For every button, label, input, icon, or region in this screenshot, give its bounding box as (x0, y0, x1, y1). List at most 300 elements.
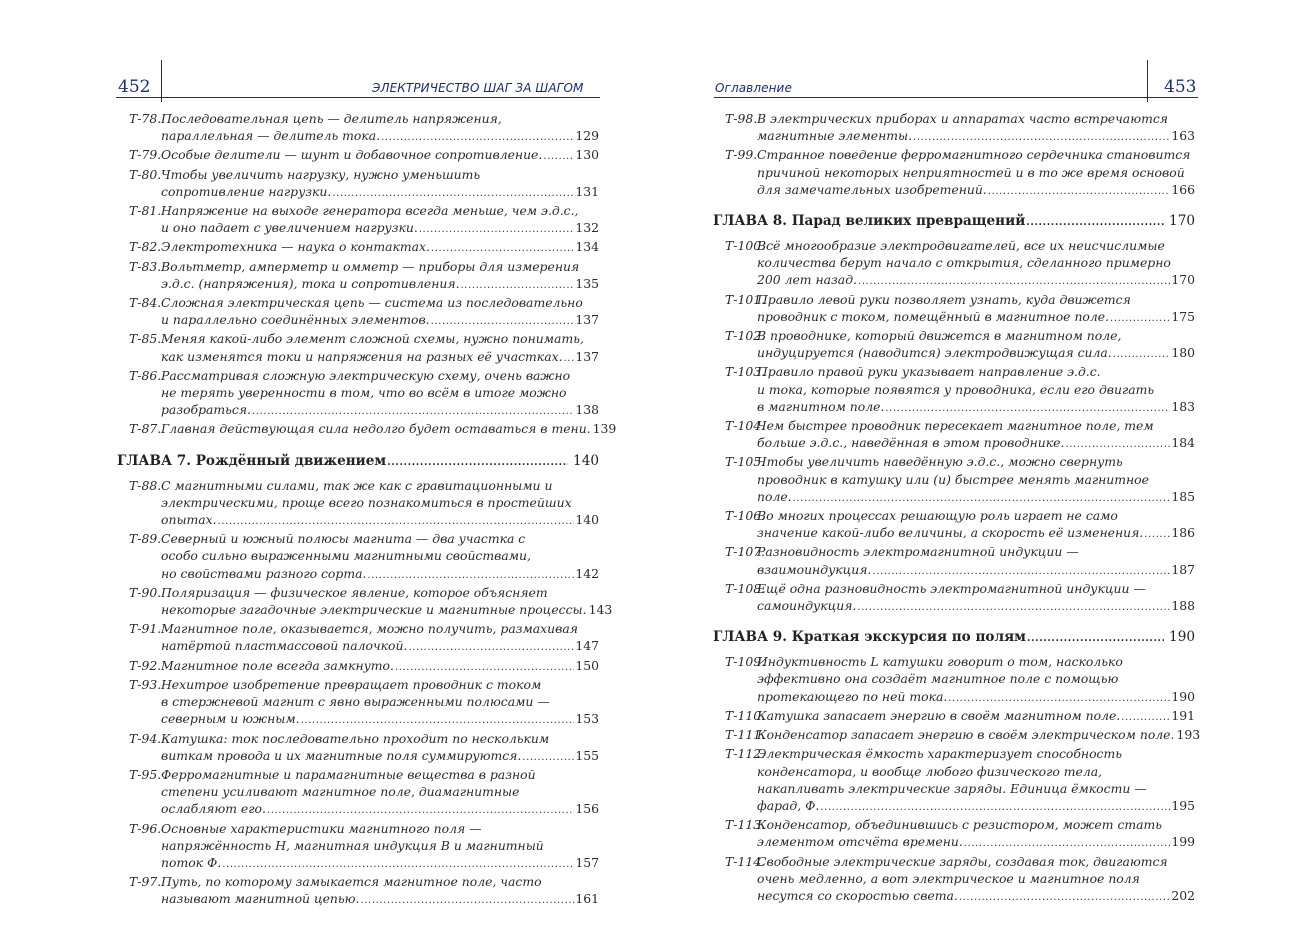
entry-text (757, 816, 1195, 852)
entry-line: Катушка запасает энергию в своём магнитном поле. (757, 707, 1121, 723)
dot-leader (793, 490, 1171, 507)
entry-line: поле. (757, 488, 792, 504)
toc-entry (129, 258, 599, 294)
entry-page-number: 163 (1171, 128, 1195, 144)
entry-last-line (161, 710, 599, 729)
dot-leader (408, 639, 574, 656)
entry-code: Т-92. (129, 657, 162, 673)
entry-text (161, 420, 617, 439)
entry-text (757, 453, 1195, 507)
toc-entry (129, 477, 599, 531)
toc-entry (129, 730, 599, 766)
entry-line: ослабляют его. (161, 801, 266, 817)
entry-page-number: 131 (575, 183, 599, 199)
entry-last-line (161, 420, 617, 439)
entry-code: Т-100. (725, 238, 766, 254)
entry-code: Т-109. (725, 654, 766, 670)
toc-entry (129, 202, 599, 238)
table-of-contents (713, 110, 1201, 906)
entry-last-line (161, 401, 599, 420)
dot-leader (431, 240, 574, 257)
entry-line: Свободные электрические заряды, создавая ток, двигаются (757, 853, 1168, 869)
entry-line: натёртой пластмассовой палочкой. (161, 638, 408, 654)
entry-page-number: 202 (1171, 887, 1195, 903)
entry-line: количества берут начало с открытия, сделанного примерно (757, 255, 1171, 271)
entry-last-line (757, 561, 1195, 580)
entry-code: Т-83. (129, 258, 162, 274)
entry-text (757, 507, 1195, 543)
entry-code: Т-78. (129, 111, 162, 126)
toc-entry (129, 367, 599, 421)
entry-text (757, 363, 1195, 417)
entry-text (161, 766, 599, 820)
entry-line: Чтобы увеличить наведённую э.д.с., можно свернуть (757, 454, 1123, 470)
entry-line: особо сильно выраженными магнитными свойствами, (161, 548, 531, 564)
entry-page-number: 161 (575, 891, 599, 907)
entry-last-line (161, 511, 599, 530)
entry-line: 200 лет назад. (757, 272, 857, 288)
entry-line: Основные характеристики магнитного поля — (161, 820, 482, 836)
entry-last-line (161, 601, 613, 620)
toc-entry (725, 580, 1195, 616)
entry-code: Т-107. (725, 544, 766, 560)
entry-text (161, 820, 599, 874)
entry-text (161, 657, 599, 676)
entry-line: и тока, которые появятся у проводника, если его двигать (757, 381, 1155, 397)
toc-entry (725, 453, 1195, 507)
entry-line: некоторые загадочные электрические и магнитные процессы. (161, 602, 587, 618)
entry-last-line (757, 488, 1195, 507)
entry-text (161, 330, 599, 366)
entry-line: в магнитном поле. (757, 398, 885, 414)
entry-text (161, 258, 599, 294)
dot-leader (395, 659, 574, 676)
entry-code: Т-81. (129, 203, 162, 219)
entry-last-line (757, 887, 1195, 906)
entry-last-line (757, 524, 1195, 543)
entry-line: проводник в катушку или (и) быстрее менять магнитное (757, 471, 1149, 487)
toc-entry (725, 745, 1195, 816)
entry-last-line (757, 181, 1195, 200)
entry-code: Т-93. (129, 676, 162, 692)
entry-line: степени усиливают магнитное поле, диамагнитные (161, 784, 520, 800)
entry-line: и параллельно соединённых элементов. (161, 312, 430, 328)
toc-entry (725, 417, 1195, 453)
entry-page-number: 186 (1171, 525, 1195, 541)
entry-page-number: 137 (575, 348, 599, 364)
entry-page-number: 130 (575, 147, 599, 163)
toc-entry (129, 584, 613, 620)
entry-last-line (161, 637, 599, 656)
entry-line: Чтобы увеличить нагрузку, нужно уменьшить (161, 166, 481, 182)
entry-last-line (161, 219, 599, 238)
entry-line: индуцируется (наводится) электродвижущая сила. (757, 345, 1112, 361)
entry-line: накапливать электрические заряды. Единица ёмкости — (757, 780, 1147, 796)
dot-leader (218, 513, 575, 530)
entry-code: Т-80. (129, 166, 162, 182)
entry-code: Т-102. (725, 328, 766, 344)
entry-page-number: 190 (1171, 688, 1195, 704)
entry-text (161, 110, 599, 146)
entry-text (161, 146, 599, 165)
entry-code: Т-86. (129, 367, 162, 383)
entry-page-number: 157 (575, 854, 599, 870)
entry-line: Особые делители — шунт и добавочное сопротивление. (161, 147, 543, 163)
dot-leader (1110, 310, 1170, 327)
toc-entry (725, 363, 1195, 417)
dot-leader (948, 690, 1170, 707)
entry-text (757, 580, 1195, 616)
entry-last-line (757, 308, 1195, 327)
entry-page-number: 132 (575, 220, 599, 236)
entry-page-number: 153 (575, 711, 599, 727)
entry-text (161, 294, 599, 330)
chapter-title: ГЛАВА 8. Парад великих превращений (713, 213, 1026, 230)
entry-line: Главная действующая сила недолго будет оставаться в тени. (161, 421, 591, 437)
entry-text (161, 166, 599, 202)
entry-code: Т-99. (725, 147, 758, 163)
entry-line: для замечательных изобретений. (757, 181, 987, 197)
dot-leader (858, 273, 1170, 290)
toc-entry (725, 853, 1195, 907)
entry-page-number: 187 (1171, 561, 1195, 577)
toc-entry (725, 507, 1195, 543)
chapter-title: ГЛАВА 7. Рождённый движением (117, 452, 387, 469)
entry-text (757, 707, 1195, 726)
dot-leader (1113, 346, 1171, 363)
entry-line: Катушка: ток последовательно проходит по нескольким (161, 730, 550, 746)
entry-code: Т-112. (725, 746, 766, 762)
entry-text (161, 676, 599, 730)
dot-leader (367, 567, 574, 584)
dot-leader (461, 277, 575, 294)
entry-line: Электротехника — наука о контактах. (161, 239, 430, 255)
toc-entry (129, 530, 599, 584)
entry-line: но свойствами разного сорта. (161, 565, 367, 581)
dot-leader (1026, 214, 1164, 232)
entry-code: Т-103. (725, 364, 766, 380)
dot-leader (419, 221, 575, 238)
entry-line: эффективно она создаёт магнитное поле с помощью (757, 671, 1119, 687)
entry-line: разобраться. (161, 402, 251, 418)
entry-line: фарад, Ф. (757, 797, 820, 813)
chapter-heading (117, 452, 599, 472)
dot-leader (361, 892, 575, 909)
toc-entry (725, 543, 1195, 579)
entry-text (161, 477, 599, 531)
entry-text (757, 146, 1195, 200)
entry-line: магнитные элементы. (757, 128, 913, 144)
entry-code: Т-98. (725, 111, 758, 126)
entry-text (757, 653, 1195, 707)
entry-line: причиной некоторых неприятностей и в то же время основой (757, 164, 1185, 180)
dot-leader (267, 802, 574, 819)
entry-line: Чем быстрее проводник пересекает магнитное поле, тем (757, 418, 1154, 434)
entry-page-number: 138 (575, 402, 599, 418)
entry-text (161, 238, 599, 257)
dot-leader (543, 148, 574, 165)
entry-text (757, 110, 1195, 146)
entry-text (757, 853, 1195, 907)
entry-line: Конденсатор запасает энергию в своём электрическом поле. (757, 727, 1175, 743)
entry-line: параллельная — делитель тока. (161, 128, 381, 144)
entry-line: Правило правой руки указывает направление э.д.с. (757, 364, 1101, 380)
entry-page-number: 180 (1171, 345, 1195, 361)
toc-entry (129, 420, 617, 439)
toc-entry (725, 237, 1195, 291)
entry-line: элементом отсчёта времени. (757, 834, 963, 850)
entry-line: самоиндукция. (757, 598, 857, 614)
entry-text (161, 367, 599, 421)
toc-entry (725, 110, 1195, 146)
entry-last-line (161, 747, 599, 766)
entry-code: Т-108. (725, 580, 766, 596)
entry-last-line (161, 183, 599, 202)
entry-page-number: 185 (1171, 488, 1195, 504)
entry-line: Напряжение на выходе генератора всегда меньше, чем э.д.с., (161, 203, 579, 219)
running-title: ЭЛЕКТРИЧЕСТВО ШАГ ЗА ШАГОМ (372, 81, 584, 95)
dot-leader (988, 183, 1171, 200)
entry-last-line (161, 348, 599, 367)
entry-code: Т-87. (129, 421, 162, 437)
chapter-page-number: 140 (573, 452, 599, 469)
entry-code: Т-111. (725, 727, 766, 743)
entry-page-number: 199 (1171, 834, 1195, 850)
entry-last-line (161, 657, 599, 676)
dot-leader (381, 129, 574, 146)
chapter-page-number: 190 (1169, 629, 1195, 646)
entry-page-number: 139 (592, 421, 617, 437)
entry-page-number: 166 (1171, 181, 1195, 197)
entry-line: проводник с током, помещённый в магнитное поле. (757, 308, 1110, 324)
entry-line: опытах. (161, 512, 217, 528)
entry-page-number: 142 (575, 565, 599, 581)
toc-entry (129, 676, 599, 730)
entry-line: сопротивление нагрузки. (161, 183, 332, 199)
dot-leader (885, 400, 1170, 417)
entry-code: Т-114. (725, 853, 766, 869)
toc-entry (725, 653, 1195, 707)
header-vertical-rule (161, 60, 162, 102)
entry-page-number: 195 (1171, 797, 1195, 813)
entry-line: В проводнике, который движется в магнитном поле, (757, 328, 1122, 344)
entry-line: Разновидность электромагнитной индукции — (757, 544, 1079, 560)
entry-line: В электрических приборах и аппаратах часто встречаются (757, 111, 1168, 126)
dot-leader (1027, 630, 1164, 648)
entry-code: Т-105. (725, 454, 766, 470)
entry-line: в стержневой магнит с явно выраженными полюсами — (161, 694, 550, 710)
dot-leader (252, 403, 574, 420)
entry-page-number: 175 (1171, 308, 1195, 324)
entry-text (161, 202, 599, 238)
entry-line: Последовательная цепь — делитель напряжения, (161, 111, 502, 126)
entry-text (161, 530, 599, 584)
entry-line: Магнитное поле всегда замкнуто. (161, 657, 394, 673)
entry-line: называют магнитной цепью. (161, 891, 360, 907)
entry-line: э.д.с. (напряжения), тока и сопротивления. (161, 275, 460, 291)
dot-leader (222, 856, 574, 873)
dot-leader (387, 454, 568, 472)
entry-line: Магнитное поле, оказывается, можно получить, размахивая (161, 621, 578, 637)
table-of-contents (117, 110, 617, 910)
entry-last-line (757, 726, 1201, 745)
entry-line: Во многих процессах решающую роль играет не само (757, 508, 1118, 524)
entry-line: Меняя какой-либо элемент сложной схемы, нужно понимать, (161, 331, 584, 347)
entry-line: виткам провода и их магнитные поля суммируются. (161, 747, 522, 763)
entry-line: Путь, по которому замыкается магнитное поле, часто (161, 874, 542, 890)
entry-code: Т-95. (129, 766, 162, 782)
toc-entry (129, 873, 599, 909)
toc-entry (129, 110, 599, 146)
entry-code: Т-110. (725, 707, 766, 723)
entry-code: Т-79. (129, 147, 162, 163)
entry-text (161, 873, 599, 909)
entry-last-line (757, 833, 1195, 852)
dot-leader (820, 799, 1170, 816)
chapter-page-number: 170 (1169, 213, 1195, 230)
toc-entry (725, 726, 1201, 745)
entry-text (757, 745, 1195, 816)
entry-last-line (161, 311, 599, 330)
dot-leader (522, 749, 574, 766)
dot-leader (1121, 709, 1170, 726)
entry-last-line (757, 597, 1195, 616)
entry-page-number: 155 (575, 747, 599, 763)
entry-last-line (161, 127, 599, 146)
entry-last-line (161, 854, 599, 873)
entry-line: Электрическая ёмкость характеризует способность (757, 746, 1122, 762)
toc-entry (725, 327, 1195, 363)
toc-entry (129, 294, 599, 330)
entry-line: С магнитными силами, так же как с гравитационными и (161, 477, 553, 493)
entry-text (161, 730, 599, 766)
entry-code: Т-89. (129, 531, 162, 547)
entry-last-line (161, 565, 599, 584)
toc-entry (129, 330, 599, 366)
entry-text (757, 237, 1195, 291)
entry-line: и оно падает с увеличением нагрузки. (161, 220, 418, 236)
toc-entry (725, 816, 1195, 852)
page-number: 453 (1164, 77, 1197, 97)
entry-page-number: 143 (588, 602, 613, 618)
dot-leader (959, 889, 1171, 906)
entry-line: Ферромагнитные и парамагнитные вещества в разной (161, 766, 536, 782)
dot-leader (913, 129, 1170, 146)
entry-line: взаимоиндукция. (757, 561, 872, 577)
toc-entry (129, 820, 599, 874)
chapter-heading (713, 628, 1195, 648)
entry-line: значение какой-либо величины, а скорость её изменения. (757, 525, 1144, 541)
dot-leader (872, 563, 1170, 580)
entry-text (757, 417, 1195, 453)
entry-text (757, 327, 1195, 363)
toc-entry (725, 146, 1195, 200)
entry-last-line (757, 271, 1195, 290)
entry-page-number: 156 (575, 801, 599, 817)
entry-page-number: 150 (575, 657, 599, 673)
entry-line: больше э.д.с., наведённая в этом проводнике. (757, 435, 1065, 451)
entry-line: несутся со скоростью света. (757, 887, 958, 903)
dot-leader (964, 835, 1171, 852)
entry-code: Т-88. (129, 477, 162, 493)
entry-page-number: 170 (1171, 272, 1195, 288)
entry-last-line (757, 127, 1195, 146)
entry-last-line (161, 890, 599, 909)
entry-page-number: 137 (575, 312, 599, 328)
entry-page-number: 135 (575, 275, 599, 291)
entry-code: Т-104. (725, 418, 766, 434)
entry-text (161, 584, 613, 620)
dot-leader (301, 712, 575, 729)
entry-line: Индуктивность L катушки говорит о том, насколько (757, 654, 1123, 670)
toc-entry (129, 166, 599, 202)
entry-last-line (757, 434, 1195, 453)
entry-page-number: 134 (575, 239, 599, 255)
chapter-heading (713, 212, 1195, 232)
entry-last-line (161, 800, 599, 819)
running-title: Оглавление (715, 81, 792, 95)
entry-line: северным и южным. (161, 711, 300, 727)
header-rule (714, 97, 1198, 98)
entry-last-line (757, 398, 1195, 417)
dot-leader (332, 185, 574, 202)
entry-code: Т-82. (129, 239, 162, 255)
toc-entry (725, 291, 1195, 327)
entry-line: очень медленно, а вот электрическое и магнитное поля (757, 870, 1140, 886)
entry-line: как изменятся токи и напряжения на разных её участках. (161, 348, 563, 364)
toc-entry (129, 766, 599, 820)
entry-code: Т-96. (129, 820, 162, 836)
entry-line: протекающего по ней тока. (757, 688, 948, 704)
entry-text (757, 543, 1195, 579)
entry-page-number: 193 (1176, 727, 1201, 743)
dot-leader (1144, 526, 1170, 543)
entry-line: электрическими, проще всего познакомиться в простейших (161, 494, 572, 510)
entry-last-line (161, 146, 599, 165)
entry-code: Т-113. (725, 817, 766, 833)
entry-code: Т-84. (129, 295, 162, 311)
dot-leader (564, 350, 575, 367)
entry-line: Северный и южный полюсы магнита — два участка с (161, 531, 526, 547)
entry-line: Нехитрое изобретение превращает проводник с током (161, 676, 542, 692)
entry-last-line (757, 344, 1195, 363)
entry-line: Конденсатор, объединившись с резистором, может стать (757, 817, 1163, 833)
entry-page-number: 140 (575, 512, 599, 528)
toc-entry (129, 657, 599, 676)
entry-line: Поляризация — физическое явление, которое объясняет (161, 584, 548, 600)
dot-leader (857, 599, 1170, 616)
entry-page-number: 147 (575, 638, 599, 654)
entry-text (161, 620, 599, 656)
entry-text (757, 726, 1201, 745)
entry-line: конденсатора, и вообще любого физического тела, (757, 763, 1103, 779)
entry-line: не терять уверенности в том, что во всём в итоге можно (161, 385, 567, 401)
entry-code: Т-85. (129, 331, 162, 347)
entry-last-line (161, 238, 599, 257)
entry-line: Сложная электрическая цепь — система из последовательно (161, 295, 583, 311)
chapter-title: ГЛАВА 9. Краткая экскурсия по полям (713, 629, 1026, 646)
entry-last-line (757, 797, 1195, 816)
entry-code: Т-91. (129, 621, 162, 637)
entry-code: Т-94. (129, 730, 162, 746)
entry-page-number: 191 (1171, 707, 1195, 723)
entry-line: Странное поведение ферромагнитного сердечника становится (757, 147, 1191, 163)
dot-leader (1065, 436, 1170, 453)
entry-page-number: 129 (575, 128, 599, 144)
entry-page-number: 188 (1171, 598, 1195, 614)
entry-code: Т-90. (129, 584, 162, 600)
entry-line: Рассматривая сложную электрическую схему, очень важно (161, 367, 571, 383)
